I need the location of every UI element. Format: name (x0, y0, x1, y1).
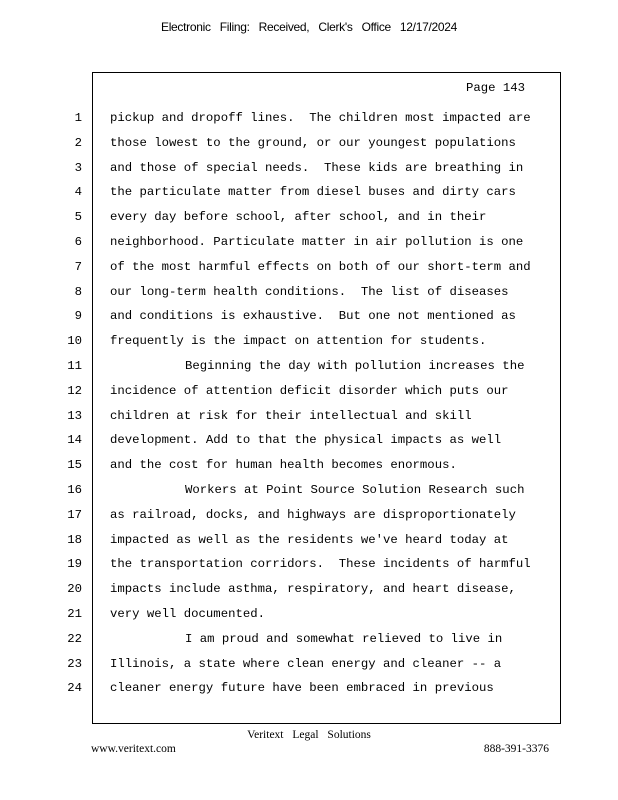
line-number: 16 (67, 483, 82, 497)
transcript-line: pickup and dropoff lines. The children most impacted are (110, 111, 531, 125)
footer-phone: 888-391-3376 (483, 743, 549, 755)
transcript-line: as railroad, docks, and highways are disproportionately (110, 507, 516, 522)
line-number: 2 (74, 135, 82, 150)
transcript-line: the transportation corridors. These incidents of harmful (110, 557, 531, 572)
transcript-line: of the most harmful effects on both of our short-term and (110, 259, 531, 274)
transcript-line: and conditions is exhaustive. But one not mentioned as (110, 309, 516, 324)
line-number: 4 (74, 185, 82, 200)
transcript-line: impacts include asthma, respiratory, and heart disease, (110, 582, 516, 597)
line-number: 18 (67, 532, 82, 547)
line-number: 9 (74, 309, 82, 324)
transcript-line: Illinois, a state where clean energy and cleaner -- a (110, 656, 502, 671)
transcript-line: frequently is the impact on attention for students. (110, 334, 487, 349)
line-number: 6 (74, 235, 82, 249)
transcript-line: those lowest to the ground, or our youngest populations (110, 135, 516, 150)
line-number: 13 (67, 408, 82, 423)
transcript-line: and the cost for human health becomes enormous. (110, 458, 457, 473)
transcript-line: our long-term health conditions. The list of diseases (110, 284, 509, 299)
transcript-line: I am proud and somewhat relieved to live in (185, 631, 503, 646)
transcript-line: and those of special needs. These kids are breathing in (110, 160, 524, 175)
line-number: 3 (74, 160, 82, 175)
line-number: 11 (67, 359, 82, 373)
line-number: 20 (67, 582, 82, 597)
transcript-line: neighborhood. Particulate matter in air pollution is one (110, 235, 524, 249)
line-number: 7 (74, 259, 82, 274)
line-number: 1 (74, 111, 82, 125)
line-number: 19 (67, 557, 82, 572)
line-number: 8 (74, 284, 82, 299)
line-number: 17 (67, 507, 82, 522)
transcript-line: impacted as well as the residents we've heard today at (110, 532, 509, 547)
line-number: 10 (67, 334, 82, 349)
line-number: 14 (67, 433, 82, 448)
footer-company: Veritext Legal Solutions (247, 729, 371, 741)
line-number: 15 (67, 458, 82, 473)
transcript-line: the particulate matter from diesel buses and dirty cars (110, 185, 516, 200)
transcript-line: Beginning the day with pollution increases the (185, 359, 525, 373)
line-number: 12 (67, 383, 82, 398)
line-number: 5 (74, 210, 82, 225)
transcript-line: very well documented. (110, 607, 265, 621)
transcript-line: Workers at Point Source Solution Research such (185, 483, 525, 497)
page-number: Page 143 (466, 81, 526, 95)
filing-header: Electronic Filing: Received, Clerk's Office 12/17/2024 (160, 20, 457, 34)
line-number: 21 (67, 607, 82, 621)
line-number: 24 (67, 681, 82, 696)
line-number: 23 (67, 656, 82, 671)
transcript-line: children at risk for their intellectual and skill (110, 408, 472, 423)
transcript-line: every day before school, after school, and in their (110, 210, 487, 225)
footer-website: www.veritext.com (91, 743, 176, 755)
transcript-line: development. Add to that the physical impacts as well (110, 433, 502, 448)
line-number: 22 (67, 631, 82, 646)
transcript-line: incidence of attention deficit disorder which puts our (110, 383, 509, 398)
transcript-line: cleaner energy future have been embraced in previous (110, 681, 494, 696)
